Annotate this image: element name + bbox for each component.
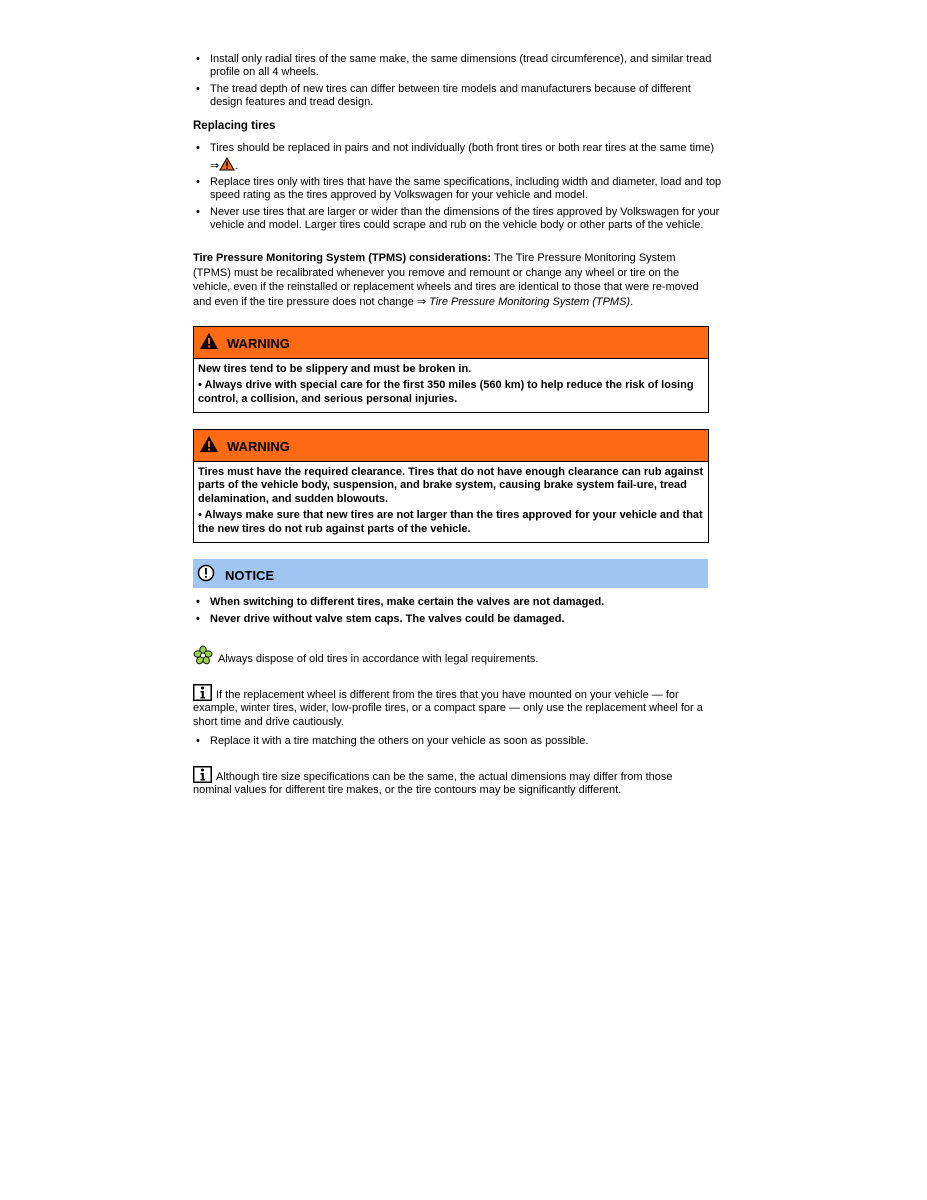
replacing-bullet-3: • Never use tires that are larger or wider than the dimensions of the tires approved by Volkswagen for your vehicle and model. Larger tires could scrape and rub on the vehicle body or other parts of the vehicle. (193, 206, 726, 233)
warning-box-2 (193, 429, 709, 543)
notice-list (193, 596, 709, 631)
warning-body-1 (194, 359, 708, 412)
tpms-end: . (630, 295, 634, 308)
info-icon (193, 684, 212, 701)
notice-bullet-2: • Never drive without valve stem caps. The valves could be damaged. (193, 613, 709, 626)
replacing-bullet-2: • Replace tires only with tires that have the same specifications, including width and diameter, load and top speed rating as the tires approved by Volkswagen for your vehicle and model. (193, 176, 726, 203)
info-2-text: Although tire size specifications can be the same, the actual dimensions may differ from those nominal values for different tire makes, or the tire contours may be significantly different. (193, 771, 673, 797)
replacing-bullet-1-end: . (235, 160, 239, 172)
warning-2-line1: Tires must have the required clearance. Tires that do not have enough clearance can rub against parts of the vehicle body, suspension, and brake system, causing brake system fail-ure, tread delamination, and sudden blowouts. (198, 466, 704, 505)
warning-triangle-icon[interactable] (219, 157, 235, 171)
warning-triangle-icon (199, 332, 219, 350)
info-1-bullet: • Replace it with a tire matching the others on your vehicle as soon as possible. (193, 735, 726, 748)
info-paragraph-2 (193, 766, 709, 798)
replacing-bullet-1-text: Tires should be replaced in pairs and not individually (both front tires or both rear tires at the same time) ⇒ (210, 142, 715, 172)
info-paragraph-1 (193, 684, 709, 729)
notice-exclamation-icon (197, 564, 215, 582)
replacing-bullet-1 (193, 140, 726, 175)
warning-label-1: WARNING (227, 336, 290, 351)
notice-header (193, 559, 708, 588)
warning-2-bullet: • Always make sure that new tires are not larger than the tires approved for your vehicle and that the new tires do not rub against parts of the vehicle. (198, 509, 703, 535)
warning-1-line1: New tires tend to be slippery and must be broken in. (198, 363, 472, 375)
tpms-reference-link[interactable]: Tire Pressure Monitoring System (TPMS) (429, 295, 631, 308)
info-icon (193, 766, 212, 783)
warning-1-bullet: • Always drive with special care for the first 350 miles (560 km) to help reduce the risk of losing control, a collision, and serious personal injuries. (198, 379, 694, 405)
replacing-tires-heading: Replacing tires (193, 120, 276, 132)
warning-triangle-icon (199, 435, 219, 453)
warning-label-2: WARNING (227, 439, 290, 454)
warning-header-1 (194, 327, 708, 359)
warning-box-1 (193, 326, 709, 413)
info-1-text: If the replacement wheel is different from the tires that you have mounted on your vehicle — for example, winter tires, wider, low-profile tires, or a compact spare — only use the replacement wheel for a short time and drive cautiously. (193, 689, 703, 728)
tpms-text: The Tire Pressure Monitoring System (TPMS) must be recalibrated whenever you remove and remount or change any wheel or tire on the vehicle, even if the reinstalled or replacement wheels and tires are identical to those that were re-moved and even if the tire pressure does not change ⇒ (193, 252, 699, 308)
warning-header-2 (194, 430, 708, 462)
environment-note: Always dispose of old tires in accordance with legal requirements. (218, 653, 539, 665)
tpms-paragraph (193, 251, 709, 309)
tpms-label: Tire Pressure Monitoring System (TPMS) considerations: (193, 252, 492, 264)
intro-bullet-1: • Install only radial tires of the same make, the same dimensions (tread circumference), and similar tread profile on all 4 wheels. (193, 53, 726, 80)
notice-label: NOTICE (225, 568, 275, 583)
notice-bullet-1: • When switching to different tires, make certain the valves are not damaged. (193, 596, 709, 609)
environment-flower-icon (193, 645, 213, 665)
warning-body-2 (194, 462, 708, 542)
intro-bullet-2: • The tread depth of new tires can differ between tire models and manufacturers because of different design features and tread design. (193, 83, 726, 110)
